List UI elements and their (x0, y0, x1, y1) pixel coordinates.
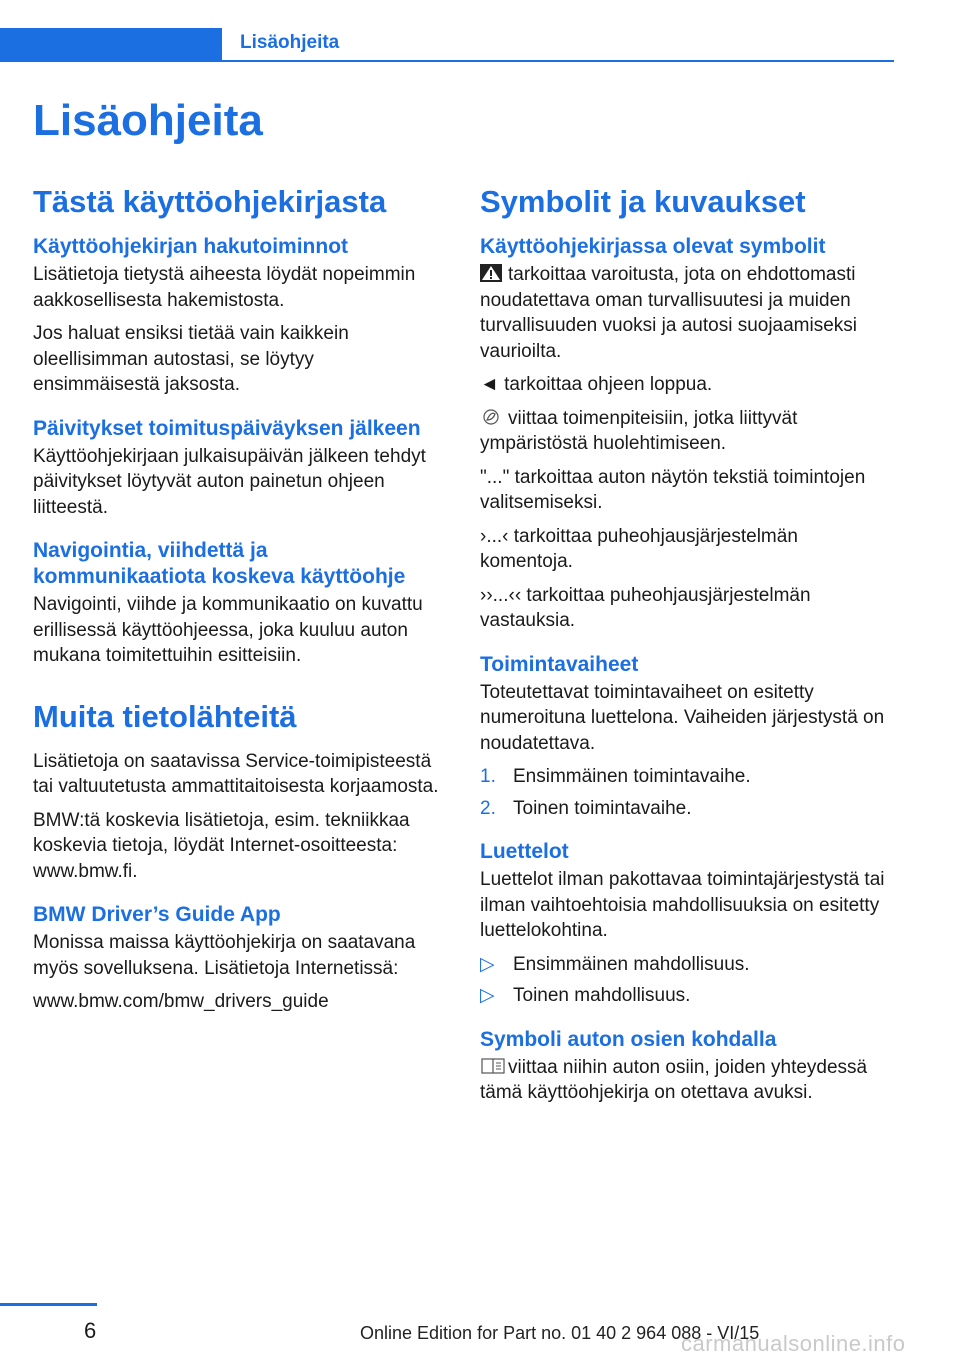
paragraph: Navigointi, viihde ja kommunikaatio on kuvattu erillisessä käyttöohjeessa, joka kuuluu auton mukana toimitettuihin esitteisiin. (33, 594, 423, 666)
environment-symbol-paragraph (480, 406, 895, 457)
subheading-car-parts-symbol: Symboli auton osien kohdalla (480, 1027, 777, 1051)
subheading-updates: Päivitykset toimituspäiväyksen jälkeen (33, 416, 421, 440)
list-item-text: Toinen mahdollisuus. (513, 985, 691, 1006)
bullet-triangle-icon: ▷ (480, 985, 495, 1006)
paragraph: Lisätietoja on saatavissa Service-toimipisteestä tai valtuutetusta ammattitaitoisesta korjaamosta. (33, 750, 439, 797)
subheading-search-functions: Käyttöohjekirjan hakutoiminnot (33, 235, 349, 258)
paragraph: Lisätietoja tietystä aiheesta löydät nopeimmin aakkosellisesta hakemistosta. (33, 264, 416, 311)
edition-text: Online Edition for Part no. 01 40 2 964 088 - VI/15 (360, 1323, 760, 1343)
bullet-list (480, 952, 895, 1009)
bullet-triangle-icon: ▷ (480, 953, 495, 975)
car-symbol-paragraph (480, 1055, 895, 1106)
subheading-manual-symbols: Käyttöohjekirjassa olevat symbolit (480, 235, 826, 258)
list-number: 1. (480, 766, 496, 787)
section-heading-symbols: Symbolit ja kuvaukset (480, 184, 806, 219)
environment-leaf-icon (480, 408, 502, 426)
header-rule (222, 60, 894, 62)
voice-response-paragraph: ››...‹‹ tarkoittaa puheohjausjärjestelmän vastauksia. (480, 584, 811, 631)
end-symbol-text: tarkoittaa ohjeen loppua. (504, 374, 713, 395)
quote-paragraph: "..." tarkoittaa auton näytön tekstiä toimintojen valitsemiseksi. (480, 466, 866, 513)
end-symbol-paragraph (480, 372, 895, 398)
environment-symbol-text: viittaa toimenpiteisiin, jotka liittyvät ympäristöstä huolehtimiseen. (480, 407, 798, 454)
page-number: 6 (84, 1318, 97, 1343)
subheading-drivers-guide-app: BMW Driver’s Guide App (33, 903, 281, 926)
end-arrow-icon: ◄ (480, 374, 499, 395)
section-heading-other-sources: Muita tietolähteitä (33, 698, 297, 734)
warning-triangle-icon (480, 264, 502, 282)
voice-command-paragraph: ›...‹ tarkoittaa puheohjausjärjestelmän komentoja. (480, 525, 798, 572)
drivers-guide-url: www.bmw.com/bmw_drivers_guide (33, 991, 329, 1012)
list-item (480, 952, 895, 978)
right-column (480, 184, 895, 1114)
list-item-text: Ensimmäinen mahdollisuus. (513, 953, 750, 975)
list-item (480, 764, 895, 790)
subheading-lists: Luettelot (480, 840, 569, 863)
car-book-icon (480, 1057, 502, 1075)
paragraph: Monissa maissa käyttöohjekirja on saatavana myös sovelluksena. Lisätietoja Internetissä: (33, 932, 416, 979)
page-title: Lisäohjeita (33, 96, 263, 145)
list-item-text: Toinen toimintavaihe. (513, 797, 692, 819)
paragraph: Toteutettavat toimintavaiheet on esitetty numeroituna luettelona. Vaiheiden järjestystä on noudatettava. (480, 681, 885, 754)
list-number: 2. (480, 797, 496, 819)
warning-symbol-text: tarkoittaa varoitusta, jota on ehdottomasti noudatettava oman turvallisuutesi ja muiden turvallisuuden vuoksi ja autosi suojaamiseksi vaurioilta. (480, 264, 858, 362)
car-symbol-text: viittaa niihin auton osiin, joiden yhteydessä tämä käyttöohjekirja on otettava avuksi. (480, 1056, 868, 1103)
subheading-steps: Toimintavaiheet (480, 652, 639, 676)
steps-list (480, 764, 895, 821)
paragraph: Käyttöohjekirjaan julkaisupäivän jälkeen tehdyt päivitykset löytyvät auton painetun ohjeen liitteestä. (33, 445, 426, 518)
footer-rule (0, 1303, 97, 1306)
header-accent-bar (0, 28, 222, 62)
paragraph: BMW:tä koskevia lisätietoja, esim. tekniikkaa koskevia tietoja, löydät Internet-osoitteesta: www.bmw.fi. (33, 809, 410, 882)
list-item (480, 983, 895, 1009)
warning-symbol-paragraph (480, 262, 895, 364)
paragraph: Jos haluat ensiksi tietää vain kaikkein oleellisimman autostasi, se löytyy ensimmäisestä jaksosta. (33, 323, 349, 395)
paragraph: Luettelot ilman pakottavaa toimintajärjestystä tai ilman vaihtoehtoisia mahdollisuuksia on esitetty luettelokohtina. (480, 869, 885, 941)
list-item (480, 796, 895, 822)
watermark: carmanualsonline.info (681, 1331, 906, 1356)
section-heading-manual: Tästä käyttöohjekirjasta (33, 184, 387, 219)
list-item-text: Ensimmäinen toimintavaihe. (513, 766, 751, 787)
left-column (33, 184, 445, 1023)
header-section-title: Lisäohjeita (240, 32, 340, 53)
subheading-navigation-manual: Navigointia, viihdettä ja kommunikaatiota koskeva käyttöohje (33, 539, 406, 588)
